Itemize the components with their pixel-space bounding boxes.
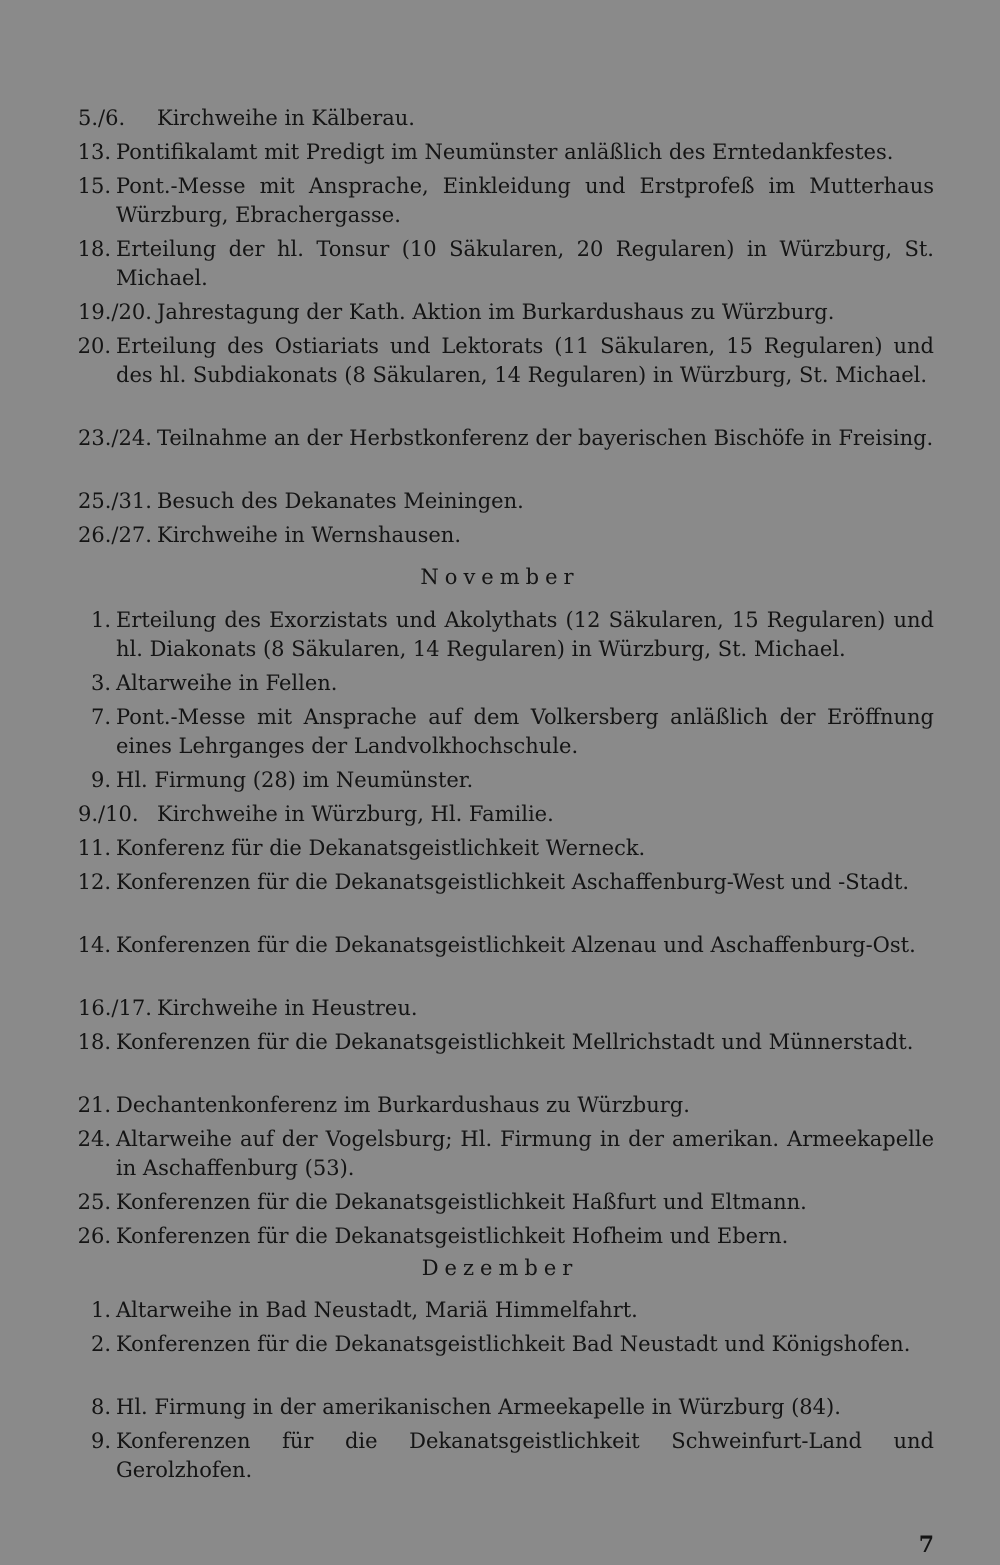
list-item	[0, 834, 1000, 863]
entry-text: Hl. Firmung (28) im Neumünster.	[116, 768, 474, 792]
entry-text: Konferenzen für die Dekanatsgeistlichkeit Alzenau und Aschaffenburg-Ost.	[116, 933, 916, 957]
entry-date: 24.	[77, 1127, 111, 1151]
entry-date: 19./20.	[78, 300, 152, 324]
entry-date: 9.	[90, 768, 111, 792]
list-item	[0, 424, 1000, 482]
entry-text: Dechantenkonferenz im Burkardushaus zu Würzburg.	[116, 1093, 690, 1117]
november-heading: November	[420, 565, 580, 589]
list-item	[0, 868, 1000, 926]
list-item	[0, 138, 1000, 167]
entry-text: Konferenzen für die Dekanatsgeistlichkeit Mellrichstadt und Münnerstadt.	[116, 1030, 914, 1054]
entry-text: Jahrestagung der Kath. Aktion im Burkardushaus zu Würzburg.	[157, 300, 835, 324]
entry-text: Kirchweihe in Wernshausen.	[157, 523, 462, 547]
entry-date: 23./24.	[78, 426, 152, 450]
list-item	[0, 172, 1000, 230]
entry-date: 26./27.	[78, 523, 152, 547]
entry-date: 3.	[90, 671, 111, 695]
list-item	[0, 1028, 1000, 1086]
entry-date: 7.	[90, 705, 111, 729]
list-item	[0, 1091, 1000, 1120]
entry-date: 20.	[77, 334, 111, 358]
entry-text: Erteilung des Ostiariats und Lektorats (11 Säkularen, 15 Regularen) und des hl. Subdiakonats (8 Säkularen, 14 Regularen) in Würzburg, St. Michael.	[116, 334, 934, 387]
entry-text: Pontifikalamt mit Predigt im Neumünster anläßlich des Erntedankfestes.	[116, 140, 894, 164]
list-item	[0, 1188, 1000, 1217]
list-item	[0, 521, 1000, 550]
entry-text: Konferenzen für die Dekanatsgeistlichkeit Bad Neustadt und Königshofen.	[116, 1332, 911, 1356]
entry-text: Konferenzen für die Dekanatsgeistlichkeit Schweinfurt-Land und Gerolzhofen.	[116, 1429, 934, 1482]
entry-text: Konferenzen für die Dekanatsgeistlichkeit Haßfurt und Eltmann.	[116, 1190, 807, 1214]
entry-text: Kirchweihe in Kälberau.	[157, 106, 415, 130]
entry-date: 2.	[90, 1332, 111, 1356]
entry-date: 15.	[77, 174, 111, 198]
list-item	[0, 606, 1000, 664]
list-item	[0, 298, 1000, 327]
entry-date: 12.	[77, 870, 111, 894]
entry-text: Kirchweihe in Heustreu.	[157, 996, 418, 1020]
entry-date: 16./17.	[78, 996, 152, 1020]
entry-text: Pont.-Messe mit Ansprache, Einkleidung und Erstprofeß im Mutterhaus Würzburg, Ebrachergasse.	[116, 174, 934, 227]
entry-date: 25./31.	[78, 489, 152, 513]
dezember-heading: Dezember	[421, 1256, 579, 1280]
entry-date: 25.	[77, 1190, 111, 1214]
entry-date: 21.	[77, 1093, 111, 1117]
entry-text: Konferenz für die Dekanatsgeistlichkeit Werneck.	[116, 836, 646, 860]
list-item	[0, 994, 1000, 1023]
entry-text: Kirchweihe in Würzburg, Hl. Familie.	[157, 802, 554, 826]
entry-text: Teilnahme an der Herbstkonferenz der bayerischen Bischöfe in Freising.	[157, 426, 934, 450]
entry-text: Besuch des Dekanates Meiningen.	[157, 489, 524, 513]
list-item	[0, 1427, 1000, 1485]
list-item	[0, 1296, 1000, 1325]
list-item	[0, 1125, 1000, 1183]
entry-date: 8.	[90, 1395, 111, 1419]
list-item	[0, 104, 1000, 133]
list-item	[0, 669, 1000, 698]
entry-text: Erteilung der hl. Tonsur (10 Säkularen, 20 Regularen) in Würzburg, St. Michael.	[116, 237, 934, 290]
entry-text: Erteilung des Exorzistats und Akolythats (12 Säkularen, 15 Regularen) und hl. Diakonats (8 Säkularen, 14 Regularen) in Würzburg, St. Michael.	[116, 608, 934, 661]
list-item	[0, 332, 1000, 419]
entry-text: Altarweihe auf der Vogelsburg; Hl. Firmung in der amerikan. Armeekapelle in Aschaffenburg (53).	[116, 1127, 934, 1180]
list-item	[0, 931, 1000, 989]
list-item	[0, 800, 1000, 829]
entry-text: Altarweihe in Fellen.	[116, 671, 338, 695]
entry-text: Konferenzen für die Dekanatsgeistlichkeit Aschaffenburg-West und -Stadt.	[116, 870, 910, 894]
entry-text: Pont.-Messe mit Ansprache auf dem Volkersberg anläßlich der Eröffnung eines Lehrganges der Landvolkhochschule.	[116, 705, 934, 758]
entry-text: Altarweihe in Bad Neustadt, Mariä Himmelfahrt.	[116, 1298, 638, 1322]
list-item	[0, 1222, 1000, 1251]
list-item	[0, 487, 1000, 516]
entry-text: Konferenzen für die Dekanatsgeistlichkeit Hofheim und Ebern.	[116, 1224, 789, 1248]
entry-date: 14.	[77, 933, 111, 957]
entry-date: 9./10.	[78, 802, 139, 826]
entry-date: 1.	[90, 1298, 111, 1322]
entry-date: 18.	[77, 1030, 111, 1054]
entry-date: 9.	[90, 1429, 111, 1453]
page-number: 7	[918, 1532, 934, 1558]
entry-date: 1.	[90, 608, 111, 632]
entry-date: 18.	[77, 237, 111, 261]
entry-date: 11.	[77, 836, 111, 860]
list-item	[0, 235, 1000, 293]
entry-date: 5./6.	[78, 106, 126, 130]
list-item	[0, 1330, 1000, 1388]
entry-date: 26.	[77, 1224, 111, 1248]
entry-text: Hl. Firmung in der amerikanischen Armeekapelle in Würzburg (84).	[116, 1395, 841, 1419]
list-item	[0, 766, 1000, 795]
list-item	[0, 703, 1000, 761]
list-item	[0, 1393, 1000, 1422]
entry-date: 13.	[77, 140, 111, 164]
